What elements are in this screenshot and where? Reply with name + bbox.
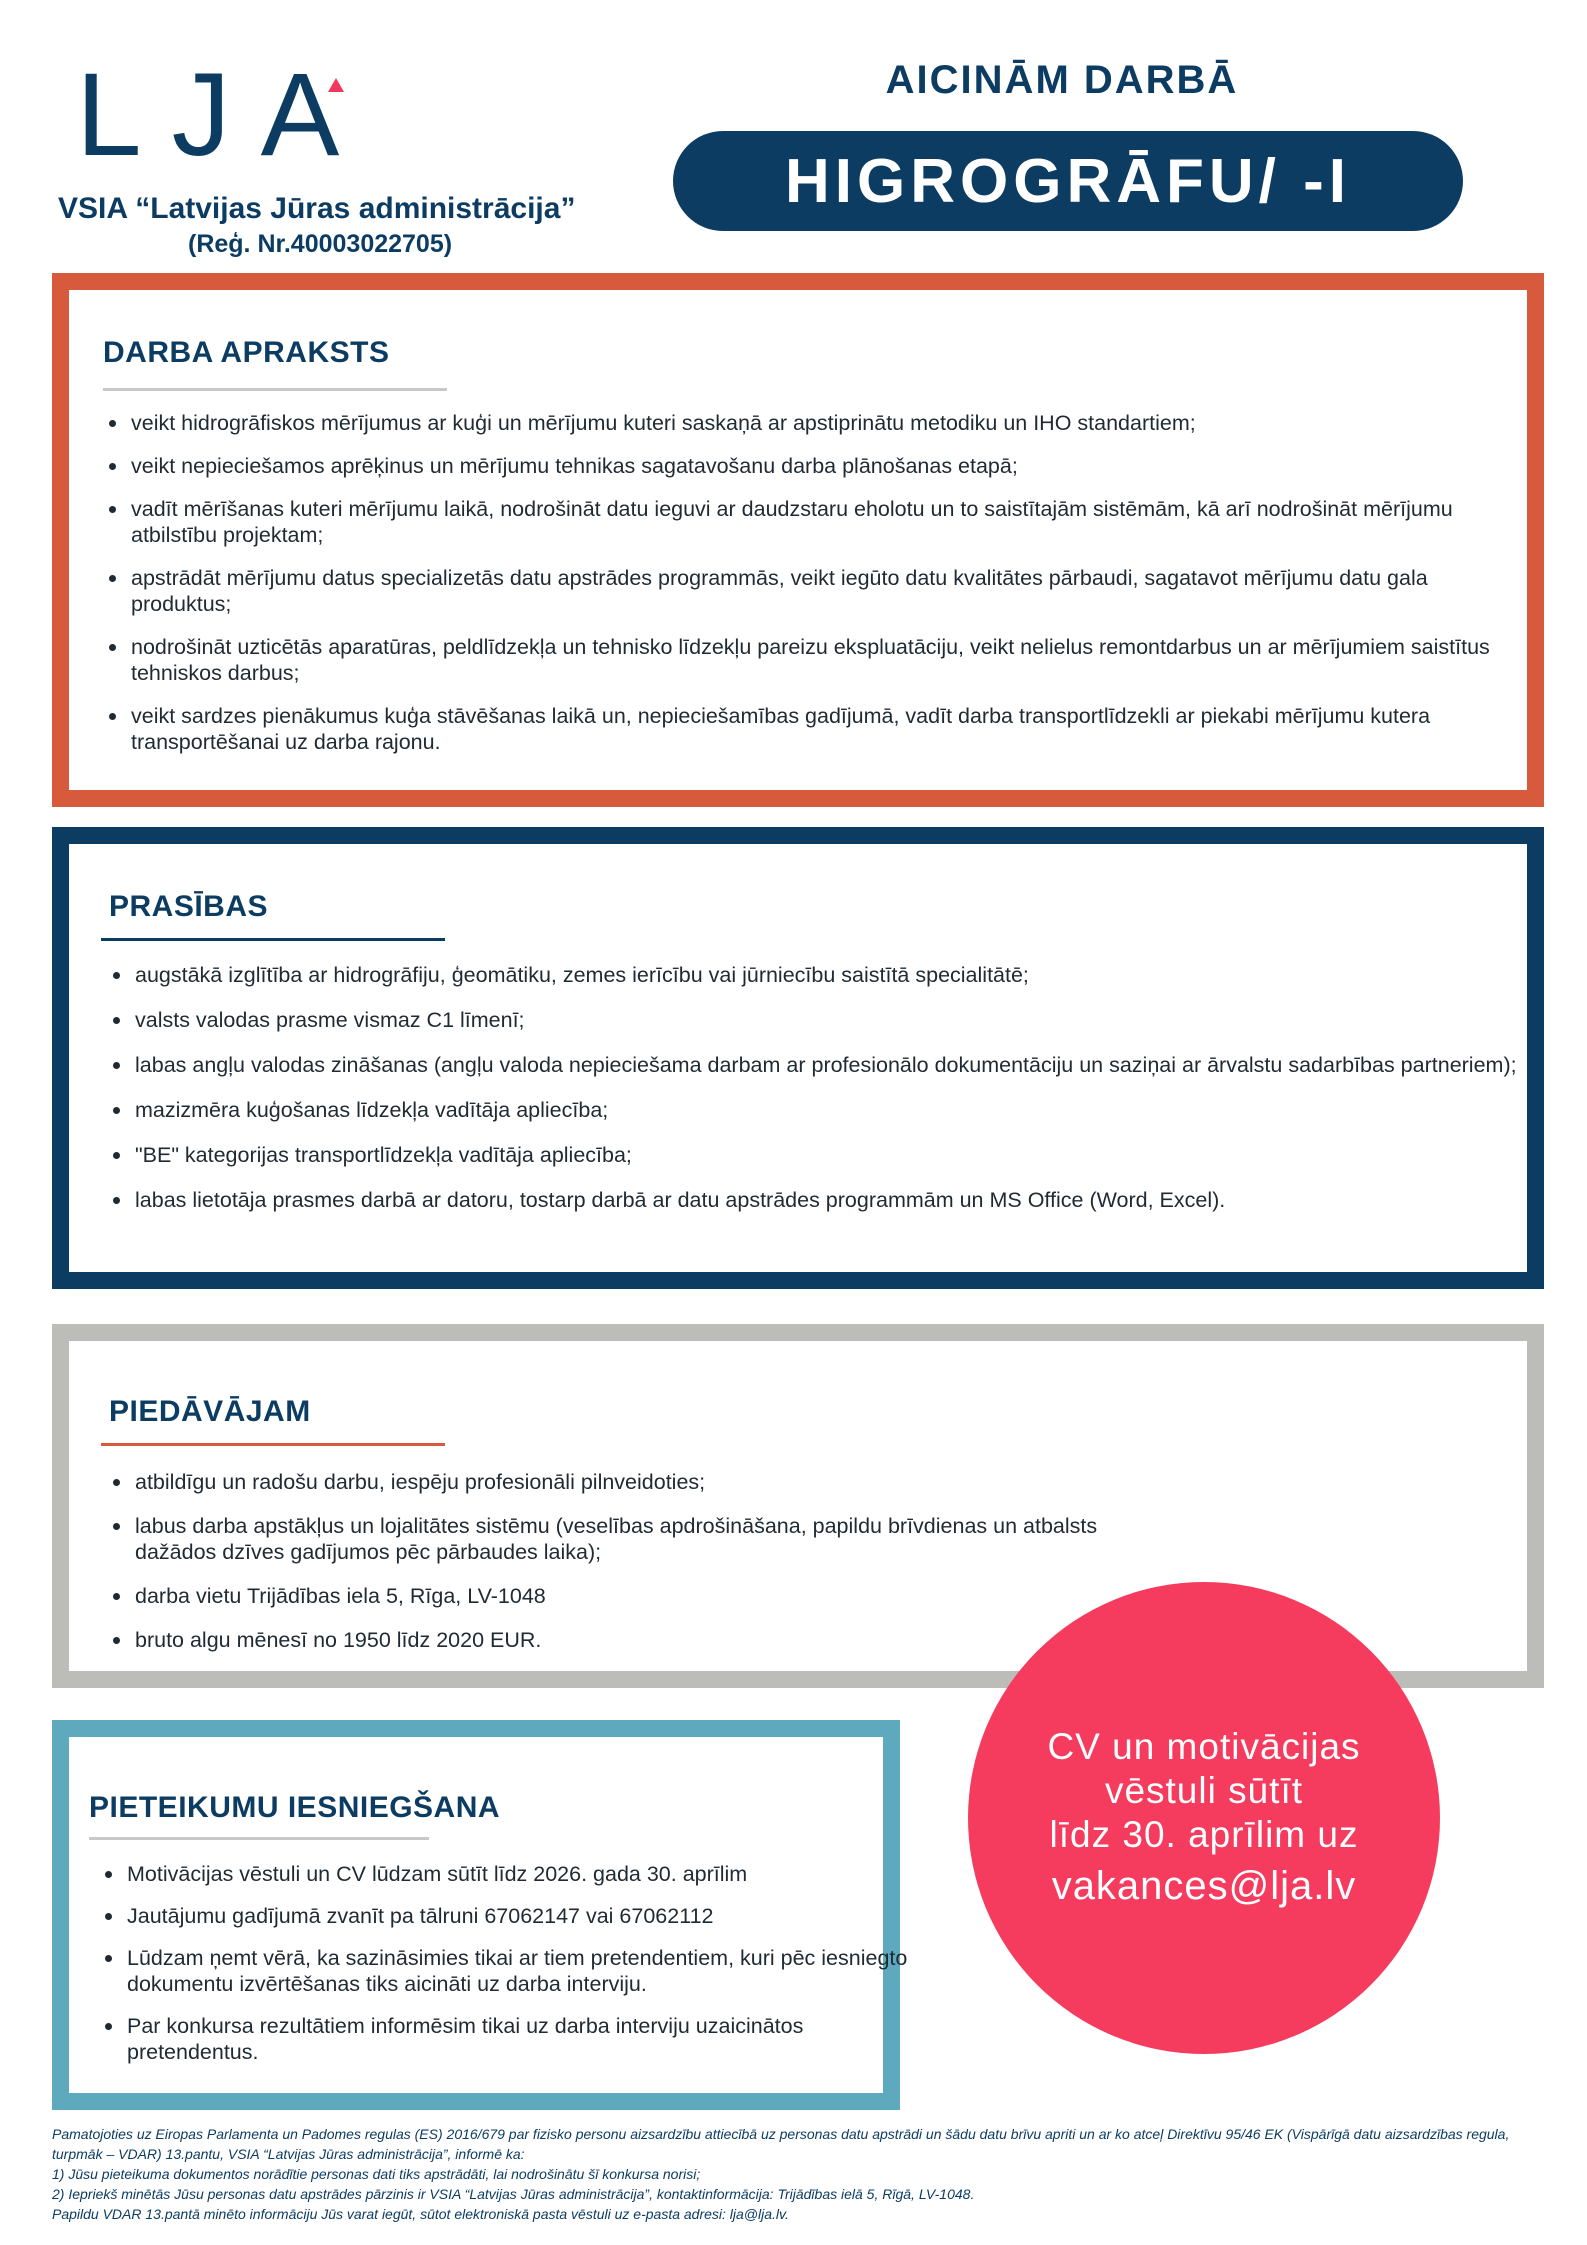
- section-divider: [89, 1837, 429, 1840]
- section-divider: [101, 938, 445, 941]
- application-callout-circle: [968, 1582, 1440, 2054]
- gdpr-paragraph: Papildu VDAR 13.pantā minēto informāciju Jūs varat iegūt, sūtot elektroniskā pasta vēstuli uz e-pasta adresi: lja@lja.lv.: [52, 2206, 789, 2222]
- callout-line: vēstuli sūtīt: [1104, 1770, 1304, 1811]
- job-description-section: [52, 273, 1544, 807]
- lja-logo: [76, 49, 376, 186]
- section-title: PIETEIKUMU IESNIEGŠANA: [89, 1791, 501, 1824]
- requirements-section: [52, 827, 1544, 1289]
- list-item: nodrošināt uzticētās aparatūras, peldlīdzekļa un tehnisko līdzekļu pareizu ekspluatāciju, veikt nelielus remontdarbus un ar mērījumiem saistītus tehniskos darbus;: [131, 634, 1531, 686]
- callout-line: līdz 30. aprīlim uz: [1049, 1814, 1359, 1855]
- section-divider: [103, 388, 447, 391]
- gdpr-paragraph: 2) Iepriekš minētās Jūsu personas datu apstrādes pārzinis ir VSIA “Latvijas Jūras administrācija”, kontaktinformācija: Trijādības ielā 5, Rīgā, LV-1048.: [52, 2186, 975, 2202]
- gdpr-notice: [52, 2124, 1542, 2224]
- logo-text: LJA: [76, 49, 370, 181]
- application-section: [52, 1720, 908, 2110]
- requirements-list: [101, 962, 1535, 1232]
- list-item: Motivācijas vēstuli un CV lūdzam sūtīt līdz 2026. gada 30. aprīlim: [127, 1861, 917, 1887]
- list-item: valsts valodas prasme vismaz C1 līmenī;: [135, 1007, 1535, 1033]
- callout-email-link[interactable]: vakances@lja.lv: [1051, 1864, 1357, 1908]
- list-item: labas angļu valodas zināšanas (angļu valoda nepieciešama darbam ar profesionālo dokumentāciju un saziņai ar ārvalstu sadarbības partneriem);: [135, 1052, 1535, 1078]
- list-item: darba vietu Trijādības iela 5, Rīga, LV-1048: [135, 1583, 1135, 1609]
- list-item: Jautājumu gadījumā zvanīt pa tālruni 67062147 vai 67062112: [127, 1903, 917, 1929]
- list-item: Lūdzam ņemt vērā, ka sazināsimies tikai ar tiem pretendentiem, kuri pēc iesniegto dokumentu izvērtēšanas tiks aicināti uz darba interviju.: [127, 1945, 917, 1997]
- list-item: vadīt mērīšanas kuteri mērījumu laikā, nodrošināt datu ieguvi ar daudzstaru eholotu un to saistītajām sistēmām, kā arī nodrošināt mērījumu atbilstību projektam;: [131, 496, 1531, 548]
- gdpr-paragraph: 1) Jūsu pieteikuma dokumentos norādītie personas dati tiks apstrādāti, lai nodrošinātu šī konkursa norisi;: [52, 2166, 701, 2182]
- list-item: apstrādāt mērījumu datus specializetās datu apstrādes programmās, veikt iegūto datu kvalitātes pārbaudi, sagatavot mērījumu datu gala produktus;: [131, 565, 1531, 617]
- offer-list: [101, 1469, 1135, 1671]
- organization-registration: (Reģ. Nr.40003022705): [188, 230, 453, 258]
- section-title: PIEDĀVĀJAM: [109, 1395, 311, 1428]
- list-item: atbildīgu un radošu darbu, iespēju profesionāli pilnveidoties;: [135, 1469, 1135, 1495]
- gdpr-paragraph: Pamatojoties uz Eiropas Parlamenta un Padomes regulas (ES) 2016/679 par fizisko personu aizsardzību attiecībā uz personas datu apstrādi un šādu datu brīvu apriti un ar ko atceļ Direktīvu 95/46 EK (Vispārīgā datu aizsardzības regula, turpmāk – VDAR) 13.pantu, VSIA “Latvijas Jūras administrācija”, informē ka:: [52, 2126, 1510, 2162]
- list-item: labas lietotāja prasmes darbā ar datoru, tostarp darbā ar datu apstrādes programmām un MS Office (Word, Excel).: [135, 1187, 1535, 1213]
- list-item: labus darba apstākļus un lojalitātes sistēmu (veselības apdrošināšana, papildu brīvdienas un atbalsts dažādos dzīves gadījumos pēc pārbaudes laika);: [135, 1513, 1135, 1565]
- section-title: PRASĪBAS: [109, 890, 269, 923]
- application-list: [93, 1861, 917, 2081]
- list-item: veikt sardzes pienākumus kuģa stāvēšanas laikā un, nepieciešamības gadījumā, vadīt darba transportlīdzekli ar piekabi mērījumu kutera transportēšanai uz darba rajonu.: [131, 703, 1531, 755]
- invite-heading: AICINĀM DARBĀ: [885, 58, 1239, 102]
- list-item: bruto algu mēnesī no 1950 līdz 2020 EUR.: [135, 1627, 1135, 1653]
- section-title: DARBA APRAKSTS: [103, 336, 390, 369]
- list-item: augstākā izglītība ar hidrogrāfiju, ģeomātiku, zemes ierīcību vai jūrniecību saistītā specialitātē;: [135, 962, 1535, 988]
- list-item: Par konkursa rezultātiem informēsim tikai uz darba interviju uzaicinātos pretendentus.: [127, 2013, 917, 2065]
- section-divider: [101, 1443, 445, 1446]
- list-item: "BE" kategorijas transportlīdzekļa vadītāja apliecība;: [135, 1142, 1535, 1168]
- list-item: veikt hidrogrāfiskos mērījumus ar kuģi un mērījumu kuteri saskaņā ar apstiprinātu metodiku un IHO standartiem;: [131, 410, 1531, 436]
- position-title-banner: [673, 131, 1463, 231]
- logo-triangle-icon: [328, 78, 344, 92]
- position-title: HIGROGRĀFU/ -I: [785, 146, 1351, 216]
- list-item: veikt nepieciešamos aprēķinus un mērījumu tehnikas sagatavošanu darba plānošanas etapā;: [131, 453, 1531, 479]
- callout-line: CV un motivācijas: [1047, 1726, 1361, 1767]
- list-item: mazizmēra kuģošanas līdzekļa vadītāja apliecība;: [135, 1097, 1535, 1123]
- job-description-list: [97, 410, 1531, 772]
- organization-name: VSIA “Latvijas Jūras administrācija”: [58, 192, 576, 225]
